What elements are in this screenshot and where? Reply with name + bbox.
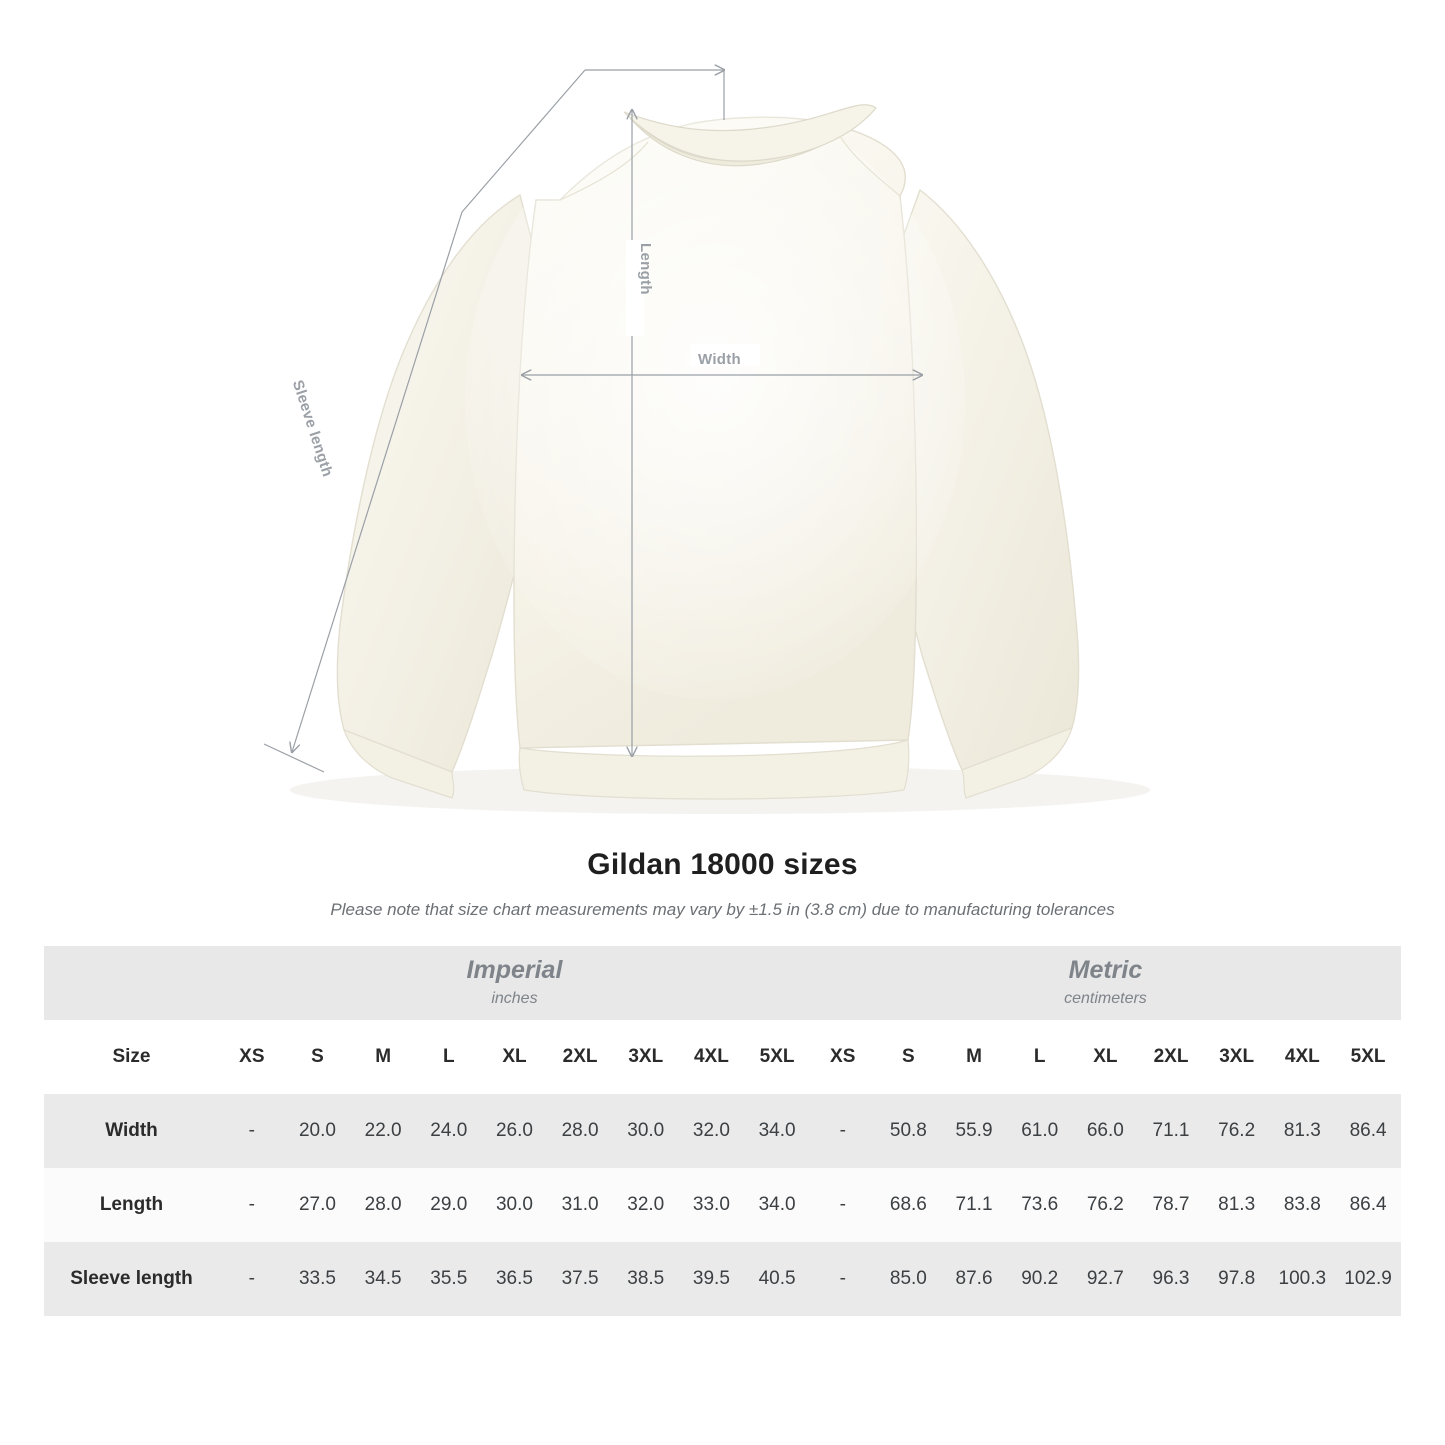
cell-sleeve-imperial-l: 35.5	[416, 1242, 482, 1316]
unit-group-metric-sub: centimeters	[1064, 989, 1147, 1007]
col-imperial-m: M	[350, 1020, 416, 1094]
size-table-wrapper	[44, 946, 1401, 1316]
cell-width-metric-m: 55.9	[941, 1094, 1007, 1168]
cell-sleeve-imperial-3xl: 38.5	[613, 1242, 679, 1316]
col-imperial-xl: XL	[482, 1020, 548, 1094]
cell-sleeve-imperial-4xl: 39.5	[679, 1242, 745, 1316]
cell-width-imperial-s: 20.0	[285, 1094, 351, 1168]
col-imperial-s: S	[285, 1020, 351, 1094]
cell-sleeve-imperial-2xl: 37.5	[547, 1242, 613, 1316]
col-imperial-3xl: 3XL	[613, 1020, 679, 1094]
tolerance-note: Please note that size chart measurements may vary by ±1.5 in (3.8 cm) due to manufacturing tolerances	[330, 900, 1115, 919]
cell-sleeve-imperial-s: 33.5	[285, 1242, 351, 1316]
unit-header-row	[44, 946, 1401, 1020]
cell-sleeve-metric-2xl: 96.3	[1138, 1242, 1204, 1316]
cell-width-imperial-2xl: 28.0	[547, 1094, 613, 1168]
cell-width-metric-s: 50.8	[876, 1094, 942, 1168]
col-imperial-xs: XS	[219, 1020, 285, 1094]
cell-length-metric-m: 71.1	[941, 1168, 1007, 1242]
table-row	[44, 1168, 1401, 1242]
cell-width-metric-xl: 66.0	[1073, 1094, 1139, 1168]
cell-length-imperial-s: 27.0	[285, 1168, 351, 1242]
col-imperial-5xl: 5XL	[744, 1020, 810, 1094]
cell-width-metric-3xl: 76.2	[1204, 1094, 1270, 1168]
sleeve-length-dimension-label: Sleeve length	[288, 378, 337, 479]
length-dimension-label: Length	[637, 243, 654, 295]
column-header-row	[44, 1020, 1401, 1094]
cell-length-imperial-m: 28.0	[350, 1168, 416, 1242]
unit-group-imperial-name: Imperial	[466, 956, 563, 985]
col-metric-l: L	[1007, 1020, 1073, 1094]
cell-width-imperial-4xl: 32.0	[679, 1094, 745, 1168]
col-metric-xs: XS	[810, 1020, 876, 1094]
cell-width-metric-l: 61.0	[1007, 1094, 1073, 1168]
cell-width-metric-2xl: 71.1	[1138, 1094, 1204, 1168]
cell-sleeve-metric-s: 85.0	[876, 1242, 942, 1316]
table-row	[44, 1242, 1401, 1316]
cell-sleeve-metric-xl: 92.7	[1073, 1242, 1139, 1316]
cell-length-metric-l: 73.6	[1007, 1168, 1073, 1242]
row-label-width: Width	[44, 1094, 219, 1168]
cell-sleeve-metric-5xl: 102.9	[1335, 1242, 1401, 1316]
row-label-length: Length	[44, 1168, 219, 1242]
cell-length-imperial-4xl: 33.0	[679, 1168, 745, 1242]
cell-sleeve-imperial-5xl: 40.5	[744, 1242, 810, 1316]
page-title: Gildan 18000 sizes	[587, 848, 858, 881]
cell-length-imperial-2xl: 31.0	[547, 1168, 613, 1242]
cell-width-imperial-m: 22.0	[350, 1094, 416, 1168]
cell-length-metric-5xl: 86.4	[1335, 1168, 1401, 1242]
cell-width-metric-xs: -	[810, 1094, 876, 1168]
cell-sleeve-imperial-xs: -	[219, 1242, 285, 1316]
cell-length-metric-3xl: 81.3	[1204, 1168, 1270, 1242]
cell-length-metric-4xl: 83.8	[1270, 1168, 1336, 1242]
cell-sleeve-imperial-m: 34.5	[350, 1242, 416, 1316]
cell-width-imperial-5xl: 34.0	[744, 1094, 810, 1168]
cell-length-metric-xs: -	[810, 1168, 876, 1242]
cell-width-imperial-3xl: 30.0	[613, 1094, 679, 1168]
size-table	[44, 946, 1401, 1316]
row-label-sleeve-length: Sleeve length	[44, 1242, 219, 1316]
cell-sleeve-metric-3xl: 97.8	[1204, 1242, 1270, 1316]
cell-length-imperial-l: 29.0	[416, 1168, 482, 1242]
cell-length-metric-xl: 76.2	[1073, 1168, 1139, 1242]
col-metric-s: S	[876, 1020, 942, 1094]
cell-width-imperial-xl: 26.0	[482, 1094, 548, 1168]
cell-length-metric-2xl: 78.7	[1138, 1168, 1204, 1242]
cell-sleeve-metric-xs: -	[810, 1242, 876, 1316]
col-metric-m: M	[941, 1020, 1007, 1094]
cell-length-imperial-3xl: 32.0	[613, 1168, 679, 1242]
unit-header-spacer	[44, 946, 219, 1020]
cell-sleeve-metric-l: 90.2	[1007, 1242, 1073, 1316]
col-imperial-2xl: 2XL	[547, 1020, 613, 1094]
table-row	[44, 1094, 1401, 1168]
cell-sleeve-metric-4xl: 100.3	[1270, 1242, 1336, 1316]
cell-width-metric-4xl: 81.3	[1270, 1094, 1336, 1168]
cell-length-imperial-xs: -	[219, 1168, 285, 1242]
unit-group-imperial	[219, 946, 810, 1020]
cell-sleeve-imperial-xl: 36.5	[482, 1242, 548, 1316]
col-imperial-4xl: 4XL	[679, 1020, 745, 1094]
cell-length-imperial-xl: 30.0	[482, 1168, 548, 1242]
title-block	[0, 848, 1445, 920]
col-metric-2xl: 2XL	[1138, 1020, 1204, 1094]
col-metric-5xl: 5XL	[1335, 1020, 1401, 1094]
cell-width-metric-5xl: 86.4	[1335, 1094, 1401, 1168]
col-imperial-l: L	[416, 1020, 482, 1094]
unit-group-metric-name: Metric	[1068, 956, 1143, 985]
col-metric-4xl: 4XL	[1270, 1020, 1336, 1094]
cell-length-imperial-5xl: 34.0	[744, 1168, 810, 1242]
cell-sleeve-metric-m: 87.6	[941, 1242, 1007, 1316]
col-metric-xl: XL	[1073, 1020, 1139, 1094]
cell-length-metric-s: 68.6	[876, 1168, 942, 1242]
unit-group-metric	[810, 946, 1401, 1020]
unit-group-imperial-sub: inches	[491, 989, 538, 1007]
cell-width-imperial-l: 24.0	[416, 1094, 482, 1168]
width-dimension-label: Width	[698, 351, 742, 368]
col-metric-3xl: 3XL	[1204, 1020, 1270, 1094]
cell-width-imperial-xs: -	[219, 1094, 285, 1168]
size-header: Size	[44, 1020, 219, 1094]
